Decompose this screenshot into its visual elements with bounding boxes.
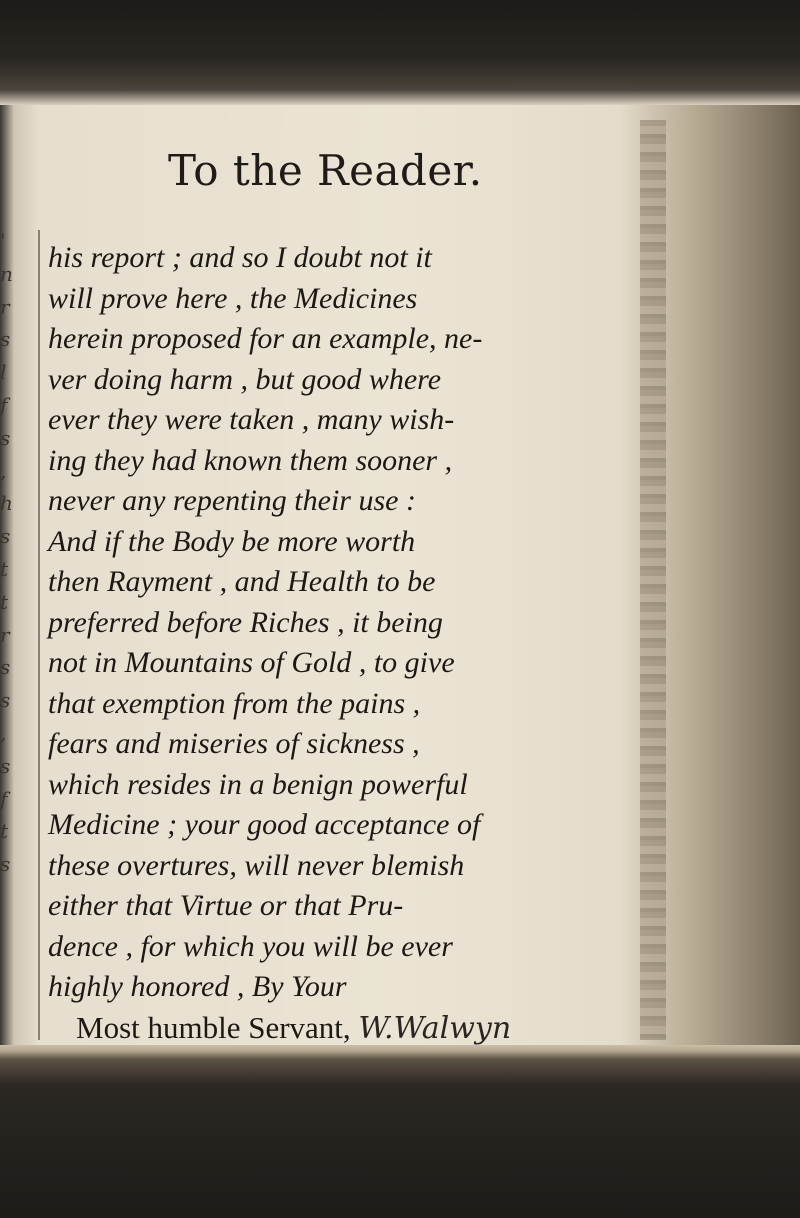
margin-rule	[38, 230, 40, 1040]
text-line: his report ; and so I doubt not it	[48, 241, 432, 274]
bleed-char: t	[0, 819, 9, 844]
bleed-char: s	[0, 753, 11, 778]
text-line: these overtures, will never blemish	[48, 848, 465, 882]
bleed-char: s	[0, 688, 11, 713]
text-line: not in Mountains of Gold , to give	[48, 646, 455, 679]
bleed-char: f	[0, 786, 8, 811]
bleed-char: ,	[0, 458, 7, 483]
bleed-char: t	[0, 589, 9, 614]
bleed-char: ,	[0, 720, 7, 745]
bleed-char: t	[0, 556, 9, 581]
text-line: And if the Body be more worth	[48, 524, 416, 558]
bleed-char: r	[0, 294, 10, 319]
text-line: then Rayment , and Health to be	[48, 565, 436, 598]
text-line: highly honored , By Your	[48, 970, 347, 1003]
text-line: will prove here , the Medicines	[48, 281, 418, 315]
bleed-char: s	[0, 327, 11, 352]
page-title: To the Reader.	[168, 146, 483, 195]
text-line: ever they were taken , many wish-	[48, 403, 455, 436]
text-line: herein proposed for an example, ne-	[48, 322, 483, 355]
text-line: ver doing harm , but good where	[48, 362, 442, 396]
text-line: that exemption from the pains ,	[48, 686, 421, 720]
top-binding-shadow	[0, 0, 800, 105]
bleed-char: h	[0, 491, 13, 516]
text-line: preferred before Riches , it being	[48, 605, 443, 639]
bleed-char: s	[0, 655, 11, 680]
bleed-char: f	[0, 392, 8, 417]
text-line: ing they had known them sooner ,	[48, 443, 453, 477]
text-line: either that Virtue or that Pru-	[48, 889, 404, 922]
text-line: fears and miseries of sickness ,	[48, 727, 420, 760]
text-line: dence , for which you will be ever	[48, 929, 453, 963]
facing-page-bleed	[0, 225, 20, 881]
bleed-char: '	[0, 229, 6, 253]
bleed-char: s	[0, 524, 11, 549]
right-page-edge	[640, 120, 666, 1040]
bleed-char: r	[0, 622, 10, 647]
closing-line	[48, 1008, 640, 1049]
bleed-char: s	[0, 425, 11, 450]
text-line: which resides in a benign powerful	[48, 767, 468, 801]
signature: W.Walwyn	[358, 1010, 512, 1046]
text-line: Medicine ; your good acceptance of	[48, 808, 481, 841]
text-line: never any repenting their use :	[48, 484, 416, 517]
bleed-char: l	[0, 360, 7, 385]
bleed-char: n	[0, 261, 13, 286]
closing-text: Most humble Servant,	[76, 1009, 351, 1045]
body-text	[48, 238, 640, 1048]
bottom-binding-shadow	[0, 1045, 800, 1218]
bleed-char: s	[0, 852, 11, 877]
